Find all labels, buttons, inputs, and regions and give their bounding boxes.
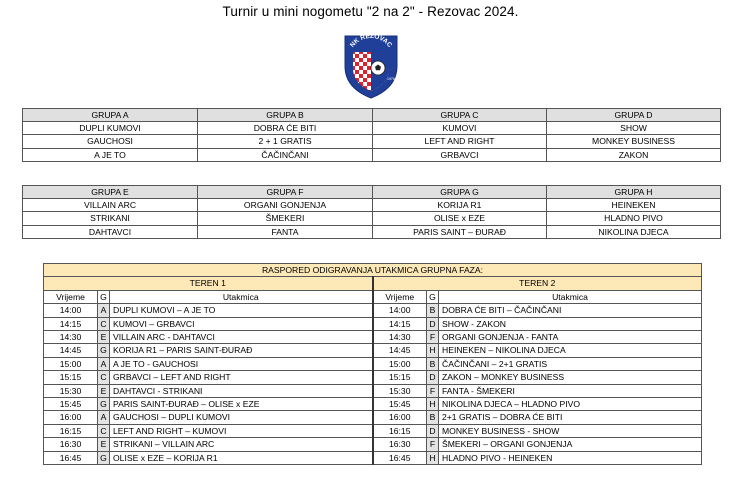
match-time: 16:15 <box>373 424 427 437</box>
match-time: 16:45 <box>44 451 98 464</box>
match-time: 16:15 <box>44 424 98 437</box>
groups-table-a-d <box>22 108 721 162</box>
match-time: 15:00 <box>44 357 98 370</box>
table-row <box>44 371 702 384</box>
schedule-title: RASPORED ODIGRAVANJA UTAKMICA GRUPNA FAZA: <box>44 264 702 277</box>
match-time: 16:00 <box>44 411 98 424</box>
table-row <box>44 304 702 317</box>
match-group: A <box>98 357 110 370</box>
groups-header-row <box>23 109 721 122</box>
team-cell: MONKEY BUSINESS <box>547 135 721 148</box>
match-teams: FANTA - ŠMEKERI <box>439 384 702 397</box>
team-cell: SHOW <box>547 122 721 135</box>
match-time: 14:15 <box>44 317 98 330</box>
col-time-header: Vrijeme <box>373 290 427 303</box>
team-cell: ŠMEKERI <box>198 212 373 225</box>
match-teams: OLISE x EZE – KORIJA R1 <box>110 451 373 464</box>
team-cell: ČAČINČANI <box>198 148 373 161</box>
team-cell: A JE TO <box>23 148 198 161</box>
match-group: G <box>98 344 110 357</box>
match-group: B <box>427 357 439 370</box>
match-time: 15:00 <box>373 357 427 370</box>
match-time: 15:15 <box>44 371 98 384</box>
match-group: G <box>98 451 110 464</box>
match-group: F <box>427 438 439 451</box>
match-time: 16:30 <box>373 438 427 451</box>
match-teams: ZAKON – MONKEY BUSINESS <box>439 371 702 384</box>
match-teams: GAUCHOSI – DUPLI KUMOVI <box>110 411 373 424</box>
match-teams: GRBAVCI – LEFT AND RIGHT <box>110 371 373 384</box>
team-cell: DOBRA ĆE BITI <box>198 122 373 135</box>
match-group: F <box>427 331 439 344</box>
schedule-table <box>43 263 702 465</box>
group-header: GRUPA B <box>198 109 373 122</box>
table-row <box>44 411 702 424</box>
table-row <box>44 331 702 344</box>
table-row <box>23 225 721 238</box>
col-time-header: Vrijeme <box>44 290 98 303</box>
team-cell: VILLAIN ARC <box>23 199 198 212</box>
table-row <box>23 212 721 225</box>
match-time: 15:30 <box>373 384 427 397</box>
match-time: 14:00 <box>373 304 427 317</box>
match-teams: HLADNO PIVO - HEINEKEN <box>439 451 702 464</box>
table-row <box>23 122 721 135</box>
group-header: GRUPA F <box>198 186 373 199</box>
match-group: C <box>98 317 110 330</box>
match-group: B <box>427 411 439 424</box>
match-time: 14:45 <box>373 344 427 357</box>
match-group: D <box>427 371 439 384</box>
match-group: H <box>427 344 439 357</box>
table-row <box>44 424 702 437</box>
match-time: 16:30 <box>44 438 98 451</box>
group-header: GRUPA E <box>23 186 198 199</box>
match-teams: PARIS SAINT-ĐURAĐ – OLISE x EZE <box>110 398 373 411</box>
group-header: GRUPA A <box>23 109 198 122</box>
match-teams: HEINEKEN – NIKOLINA DJECA <box>439 344 702 357</box>
match-group: A <box>98 304 110 317</box>
team-cell: NIKOLINA DJECA <box>547 225 721 238</box>
team-cell: GRBAVCI <box>373 148 547 161</box>
team-cell: HEINEKEN <box>547 199 721 212</box>
col-match-header: Utakmica <box>439 290 702 303</box>
match-group: D <box>427 424 439 437</box>
match-teams: NIKOLINA DJECA – HLADNO PIVO <box>439 398 702 411</box>
match-teams: ORGANI GONJENJA - FANTA <box>439 331 702 344</box>
match-time: 14:30 <box>44 331 98 344</box>
table-row <box>23 148 721 161</box>
svg-text:1976: 1976 <box>387 77 395 81</box>
groups-table-e-h <box>22 185 721 239</box>
match-time: 15:45 <box>44 398 98 411</box>
table-row <box>44 344 702 357</box>
team-cell: HLADNO PIVO <box>547 212 721 225</box>
match-time: 16:45 <box>373 451 427 464</box>
match-group: E <box>98 331 110 344</box>
match-teams: KUMOVI – GRBAVCI <box>110 317 373 330</box>
match-teams: KORIJA R1 – PARIS SAINT-ĐURAĐ <box>110 344 373 357</box>
match-time: 15:15 <box>373 371 427 384</box>
match-time: 14:15 <box>373 317 427 330</box>
table-row <box>44 438 702 451</box>
match-teams: ŠMEKERI – ORGANI GONJENJA <box>439 438 702 451</box>
match-teams: VILLAIN ARC - DAHTAVCI <box>110 331 373 344</box>
team-cell: DUPLI KUMOVI <box>23 122 198 135</box>
match-group: B <box>427 304 439 317</box>
match-time: 15:45 <box>373 398 427 411</box>
match-teams: 2+1 GRATIS – DOBRA ĆE BITI <box>439 411 702 424</box>
match-teams: DAHTAVCI - STRIKANI <box>110 384 373 397</box>
group-header: GRUPA G <box>373 186 547 199</box>
team-cell: FANTA <box>198 225 373 238</box>
match-group: E <box>98 384 110 397</box>
match-teams: ČAČINČANI – 2+1 GRATIS <box>439 357 702 370</box>
match-group: F <box>427 384 439 397</box>
match-group: C <box>98 371 110 384</box>
match-group: G <box>98 398 110 411</box>
team-cell: OLISE x EZE <box>373 212 547 225</box>
match-group: E <box>98 438 110 451</box>
team-cell: ZAKON <box>547 148 721 161</box>
page-title: Turnir u mini nogometu "2 na 2" - Rezovac 2024. <box>222 4 519 19</box>
club-crest-icon <box>339 30 403 100</box>
match-group: H <box>427 451 439 464</box>
group-header: GRUPA C <box>373 109 547 122</box>
table-row <box>23 135 721 148</box>
match-teams: DOBRA ĆE BITI – ČAČINČANI <box>439 304 702 317</box>
teren-1-header: TEREN 1 <box>44 277 373 290</box>
match-teams: A JE TO - GAUCHOSI <box>110 357 373 370</box>
match-teams: SHOW - ZAKON <box>439 317 702 330</box>
col-group-header: G <box>427 290 439 303</box>
team-cell: STRIKANI <box>23 212 198 225</box>
col-match-header: Utakmica <box>110 290 373 303</box>
match-group: D <box>427 317 439 330</box>
table-row <box>44 357 702 370</box>
match-teams: MONKEY BUSINESS - SHOW <box>439 424 702 437</box>
group-header: GRUPA D <box>547 109 721 122</box>
match-group: A <box>98 411 110 424</box>
match-time: 14:00 <box>44 304 98 317</box>
table-row <box>44 317 702 330</box>
team-cell: DAHTAVCI <box>23 225 198 238</box>
team-cell: KUMOVI <box>373 122 547 135</box>
match-time: 15:30 <box>44 384 98 397</box>
schedule-column-headers <box>44 290 702 303</box>
groups-header-row <box>23 186 721 199</box>
teren-2-header: TEREN 2 <box>373 277 702 290</box>
table-row <box>44 451 702 464</box>
col-group-header: G <box>98 290 110 303</box>
match-group: H <box>427 398 439 411</box>
team-cell: PARIS SAINT – ĐURAĐ <box>373 225 547 238</box>
match-group: C <box>98 424 110 437</box>
match-teams: LEFT AND RIGHT – KUMOVI <box>110 424 373 437</box>
group-header: GRUPA H <box>547 186 721 199</box>
match-time: 16:00 <box>373 411 427 424</box>
match-teams: DUPLI KUMOVI – A JE TO <box>110 304 373 317</box>
match-teams: STRIKANI – VILLAIN ARC <box>110 438 373 451</box>
table-row <box>23 199 721 212</box>
match-time: 14:30 <box>373 331 427 344</box>
match-time: 14:45 <box>44 344 98 357</box>
team-cell: ORGANI GONJENJA <box>198 199 373 212</box>
table-row <box>44 384 702 397</box>
table-row <box>44 398 702 411</box>
team-cell: LEFT AND RIGHT <box>373 135 547 148</box>
team-cell: KORIJA R1 <box>373 199 547 212</box>
svg-text:NK REZOVAC: NK REZOVAC <box>348 32 394 49</box>
team-cell: 2 + 1 GRATIS <box>198 135 373 148</box>
team-cell: GAUCHOSI <box>23 135 198 148</box>
